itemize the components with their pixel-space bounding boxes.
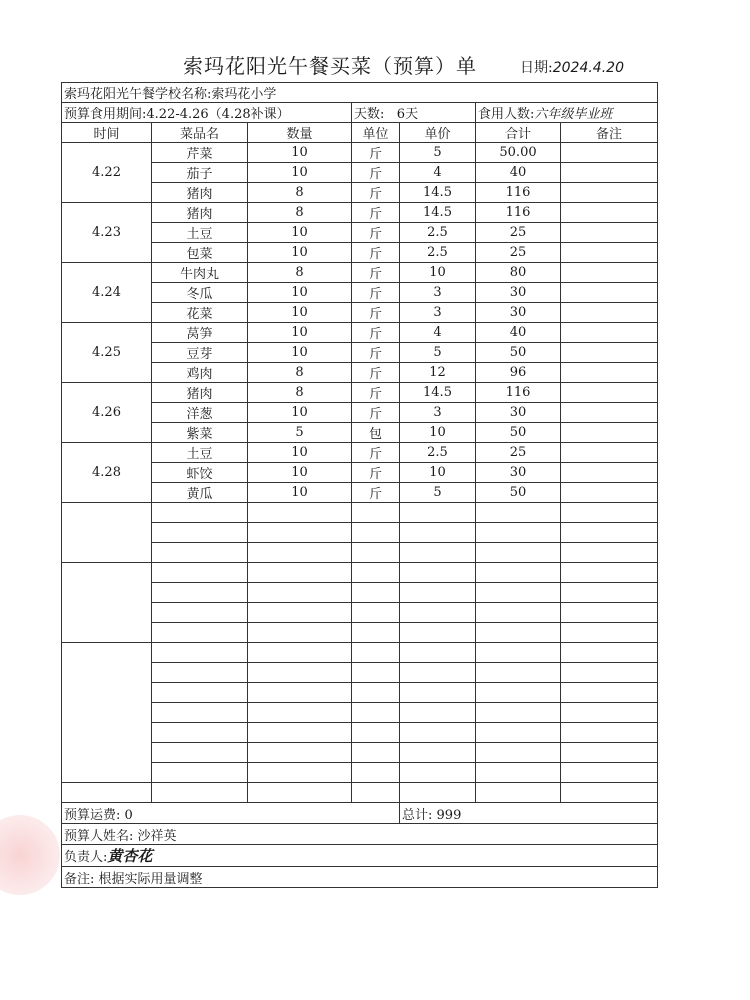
item-unit: 斤	[352, 263, 400, 283]
page-title: 索玛花阳光午餐买菜（预算）单	[183, 54, 477, 78]
empty-cell	[152, 703, 248, 723]
day-date: 4.25	[62, 323, 152, 383]
item-total: 80	[476, 263, 561, 283]
freight-value: 0	[124, 807, 133, 823]
empty-row	[62, 743, 658, 763]
item-remark	[561, 443, 658, 463]
item-remark	[561, 143, 658, 163]
item-unit: 斤	[352, 303, 400, 323]
empty-cell	[352, 723, 400, 743]
freight-row	[62, 803, 658, 824]
empty-time-cell	[62, 563, 152, 643]
item-price: 14.5	[400, 183, 476, 203]
item-price: 10	[400, 463, 476, 483]
item-unit: 斤	[352, 403, 400, 423]
empty-cell	[476, 683, 561, 703]
empty-cell	[248, 523, 352, 543]
item-qty: 10	[248, 283, 352, 303]
item-remark	[561, 263, 658, 283]
item-qty: 10	[248, 403, 352, 423]
note-cell	[62, 867, 658, 888]
freight-label: 预算运费:	[64, 807, 121, 823]
item-name: 花菜	[152, 303, 248, 323]
day-date: 4.22	[62, 143, 152, 203]
item-unit: 斤	[352, 223, 400, 243]
table-row	[62, 483, 658, 503]
empty-cell	[476, 603, 561, 623]
item-total: 25	[476, 243, 561, 263]
day-date: 4.23	[62, 203, 152, 263]
empty-cell	[152, 543, 248, 563]
table-row	[62, 263, 658, 283]
header-qty: 数量	[248, 123, 352, 143]
empty-cell	[561, 543, 658, 563]
empty-cell	[476, 523, 561, 543]
table-row	[62, 383, 658, 403]
item-total: 50	[476, 423, 561, 443]
period-row	[62, 103, 658, 123]
purchase-table	[61, 82, 658, 888]
empty-cell	[248, 643, 352, 663]
empty-cell	[152, 503, 248, 523]
item-qty: 10	[248, 463, 352, 483]
item-name: 鸡肉	[152, 363, 248, 383]
empty-row	[62, 663, 658, 683]
item-unit: 斤	[352, 143, 400, 163]
item-name: 牛肉丸	[152, 263, 248, 283]
item-price: 5	[400, 483, 476, 503]
item-total: 116	[476, 183, 561, 203]
item-remark	[561, 223, 658, 243]
budgeter-cell	[62, 824, 658, 845]
item-unit: 斤	[352, 443, 400, 463]
note-label: 备注:	[64, 871, 95, 887]
item-unit: 斤	[352, 163, 400, 183]
empty-cell	[352, 583, 400, 603]
empty-cell	[476, 583, 561, 603]
empty-cell	[561, 783, 658, 803]
date-label: 日期:	[520, 60, 553, 76]
item-remark	[561, 323, 658, 343]
total-label: 总计:	[402, 807, 433, 823]
table-row	[62, 163, 658, 183]
item-name: 黄瓜	[152, 483, 248, 503]
empty-cell	[352, 503, 400, 523]
empty-time-cell	[62, 503, 152, 563]
table-row	[62, 203, 658, 223]
empty-row	[62, 583, 658, 603]
item-price: 5	[400, 343, 476, 363]
item-total: 40	[476, 163, 561, 183]
empty-cell	[400, 523, 476, 543]
item-remark	[561, 203, 658, 223]
empty-cell	[152, 623, 248, 643]
item-qty: 10	[248, 223, 352, 243]
header-dish: 菜品名	[152, 123, 248, 143]
people-label: 食用人数:	[478, 107, 535, 122]
empty-row	[62, 623, 658, 643]
empty-cell	[476, 783, 561, 803]
item-name: 紫菜	[152, 423, 248, 443]
table-row	[62, 323, 658, 343]
empty-cell	[476, 643, 561, 663]
empty-cell	[561, 623, 658, 643]
total-cell	[400, 803, 658, 824]
item-unit: 斤	[352, 183, 400, 203]
item-name: 芹菜	[152, 143, 248, 163]
item-qty: 10	[248, 243, 352, 263]
table-row	[62, 303, 658, 323]
empty-cell	[248, 683, 352, 703]
item-name: 土豆	[152, 443, 248, 463]
empty-cell	[400, 623, 476, 643]
table-row	[62, 343, 658, 363]
item-price: 12	[400, 363, 476, 383]
empty-row	[62, 543, 658, 563]
empty-cell	[400, 583, 476, 603]
item-price: 5	[400, 143, 476, 163]
empty-cell	[352, 603, 400, 623]
total-value: 999	[436, 807, 462, 823]
empty-cell	[248, 543, 352, 563]
empty-cell	[248, 663, 352, 683]
item-qty: 8	[248, 263, 352, 283]
item-qty: 8	[248, 183, 352, 203]
empty-cell	[248, 583, 352, 603]
red-stamp-mark	[0, 815, 60, 895]
item-total: 116	[476, 383, 561, 403]
item-total: 96	[476, 363, 561, 383]
item-qty: 10	[248, 143, 352, 163]
note-value: 根据实际用量调整	[98, 871, 203, 887]
date-field	[520, 57, 624, 77]
empty-cell	[248, 703, 352, 723]
item-qty: 10	[248, 343, 352, 363]
empty-cell	[476, 623, 561, 643]
empty-cell	[352, 683, 400, 703]
item-qty: 10	[248, 303, 352, 323]
item-name: 虾饺	[152, 463, 248, 483]
item-remark	[561, 163, 658, 183]
days-label: 天数:	[354, 107, 385, 122]
day-date: 4.24	[62, 263, 152, 323]
empty-cell	[152, 763, 248, 783]
item-qty: 8	[248, 203, 352, 223]
empty-cell	[400, 603, 476, 623]
header-row	[62, 123, 658, 143]
item-unit: 斤	[352, 323, 400, 343]
empty-cell	[561, 503, 658, 523]
table-row	[62, 283, 658, 303]
people-value: 六年级毕业班	[534, 107, 613, 122]
empty-cell	[561, 663, 658, 683]
item-remark	[561, 303, 658, 323]
empty-cell	[152, 723, 248, 743]
empty-cell	[400, 643, 476, 663]
item-price: 2.5	[400, 223, 476, 243]
day-date: 4.26	[62, 383, 152, 443]
empty-cell	[152, 523, 248, 543]
item-price: 2.5	[400, 243, 476, 263]
item-unit: 斤	[352, 383, 400, 403]
header-unit: 单位	[352, 123, 400, 143]
item-total: 50	[476, 343, 561, 363]
empty-cell	[561, 583, 658, 603]
table-row	[62, 143, 658, 163]
table-row	[62, 463, 658, 483]
item-total: 25	[476, 223, 561, 243]
empty-cell	[400, 763, 476, 783]
item-price: 4	[400, 323, 476, 343]
item-unit: 包	[352, 423, 400, 443]
header-total: 合计	[476, 123, 561, 143]
item-qty: 10	[248, 323, 352, 343]
item-name: 冬瓜	[152, 283, 248, 303]
item-remark	[561, 383, 658, 403]
empty-cell	[400, 743, 476, 763]
item-price: 10	[400, 263, 476, 283]
empty-cell	[400, 663, 476, 683]
empty-cell	[400, 543, 476, 563]
item-remark	[561, 183, 658, 203]
note-row	[62, 867, 658, 888]
empty-cell	[400, 683, 476, 703]
item-total: 30	[476, 283, 561, 303]
school-row	[62, 83, 658, 103]
table-row	[62, 403, 658, 423]
item-unit: 斤	[352, 203, 400, 223]
manager-cell	[62, 845, 658, 867]
empty-cell	[476, 563, 561, 583]
budgeter-label: 预算人姓名:	[64, 828, 134, 844]
item-unit: 斤	[352, 343, 400, 363]
item-qty: 10	[248, 443, 352, 463]
item-remark	[561, 283, 658, 303]
empty-row	[62, 723, 658, 743]
table-row	[62, 423, 658, 443]
empty-row	[62, 683, 658, 703]
empty-cell	[561, 523, 658, 543]
manager-label: 负责人:	[64, 850, 108, 865]
empty-cell	[400, 563, 476, 583]
empty-cell	[152, 683, 248, 703]
empty-cell	[248, 783, 352, 803]
item-qty: 8	[248, 383, 352, 403]
freight-cell	[62, 803, 400, 824]
item-price: 3	[400, 283, 476, 303]
empty-cell	[248, 563, 352, 583]
empty-cell	[152, 643, 248, 663]
empty-cell	[476, 663, 561, 683]
empty-cell	[400, 723, 476, 743]
table-row	[62, 183, 658, 203]
empty-cell	[561, 643, 658, 663]
empty-cell	[152, 563, 248, 583]
empty-cell	[561, 603, 658, 623]
date-value: 2024.4.20	[552, 60, 624, 76]
empty-cell	[352, 563, 400, 583]
empty-cell	[352, 623, 400, 643]
item-name: 包菜	[152, 243, 248, 263]
empty-row	[62, 523, 658, 543]
empty-cell	[561, 763, 658, 783]
school-label: 索玛花阳光午餐学校名称:	[64, 87, 212, 102]
day-date: 4.28	[62, 443, 152, 503]
empty-row	[62, 503, 658, 523]
empty-cell	[152, 603, 248, 623]
item-qty: 10	[248, 483, 352, 503]
empty-cell	[352, 783, 400, 803]
days-value: 6天	[396, 107, 419, 122]
empty-cell	[352, 523, 400, 543]
item-remark	[561, 463, 658, 483]
empty-cell	[248, 743, 352, 763]
empty-cell	[352, 543, 400, 563]
budgeter-row	[62, 824, 658, 845]
empty-cell	[152, 743, 248, 763]
item-total: 30	[476, 463, 561, 483]
item-total: 30	[476, 403, 561, 423]
empty-cell	[561, 743, 658, 763]
empty-cell	[352, 703, 400, 723]
empty-cell	[400, 503, 476, 523]
empty-cell	[476, 763, 561, 783]
item-unit: 斤	[352, 483, 400, 503]
item-qty: 8	[248, 363, 352, 383]
item-name: 豆芽	[152, 343, 248, 363]
item-unit: 斤	[352, 363, 400, 383]
empty-cell	[561, 563, 658, 583]
empty-cell	[152, 663, 248, 683]
empty-row	[62, 603, 658, 623]
table-row	[62, 443, 658, 463]
empty-time-cell	[62, 643, 152, 783]
empty-cell	[352, 743, 400, 763]
empty-cell	[561, 723, 658, 743]
item-price: 3	[400, 403, 476, 423]
item-qty: 5	[248, 423, 352, 443]
item-qty: 10	[248, 163, 352, 183]
school-name: 索玛花小学	[211, 87, 277, 102]
item-total: 50.00	[476, 143, 561, 163]
item-unit: 斤	[352, 283, 400, 303]
empty-cell	[400, 703, 476, 723]
table-row	[62, 223, 658, 243]
budgeter-name: 沙祥英	[137, 828, 177, 844]
empty-row	[62, 703, 658, 723]
item-remark	[561, 403, 658, 423]
item-total: 50	[476, 483, 561, 503]
header-remark: 备注	[561, 123, 658, 143]
empty-cell	[476, 743, 561, 763]
empty-cell	[248, 723, 352, 743]
item-total: 40	[476, 323, 561, 343]
manager-row	[62, 845, 658, 867]
empty-cell	[476, 543, 561, 563]
item-name: 茄子	[152, 163, 248, 183]
empty-cell	[352, 663, 400, 683]
empty-cell	[476, 723, 561, 743]
item-remark	[561, 483, 658, 503]
item-name: 猪肉	[152, 203, 248, 223]
item-price: 3	[400, 303, 476, 323]
empty-cell	[248, 603, 352, 623]
item-price: 14.5	[400, 203, 476, 223]
empty-cell	[152, 583, 248, 603]
table-row	[62, 363, 658, 383]
manager-signature: 黄杏花	[107, 847, 153, 865]
item-remark	[561, 363, 658, 383]
item-price: 4	[400, 163, 476, 183]
item-remark	[561, 343, 658, 363]
empty-row	[62, 783, 658, 803]
empty-cell	[248, 503, 352, 523]
item-price: 14.5	[400, 383, 476, 403]
period-label: 预算食用期间:	[64, 107, 147, 122]
empty-row	[62, 643, 658, 663]
period-value: 4.22-4.26（4.28补课）	[146, 107, 290, 122]
header-price: 单价	[400, 123, 476, 143]
item-total: 116	[476, 203, 561, 223]
item-total: 30	[476, 303, 561, 323]
header-time: 时间	[62, 123, 152, 143]
empty-row	[62, 563, 658, 583]
empty-cell	[476, 703, 561, 723]
table-row	[62, 243, 658, 263]
empty-cell	[352, 643, 400, 663]
empty-cell	[248, 623, 352, 643]
empty-row	[62, 763, 658, 783]
empty-cell	[152, 783, 248, 803]
item-name: 莴笋	[152, 323, 248, 343]
empty-cell	[248, 763, 352, 783]
item-unit: 斤	[352, 243, 400, 263]
item-price: 10	[400, 423, 476, 443]
item-name: 土豆	[152, 223, 248, 243]
empty-cell	[352, 763, 400, 783]
item-remark	[561, 423, 658, 443]
empty-time-cell	[62, 783, 152, 803]
item-price: 2.5	[400, 443, 476, 463]
item-unit: 斤	[352, 463, 400, 483]
empty-cell	[561, 683, 658, 703]
item-remark	[561, 243, 658, 263]
empty-cell	[476, 503, 561, 523]
empty-cell	[400, 783, 476, 803]
item-name: 猪肉	[152, 183, 248, 203]
item-name: 洋葱	[152, 403, 248, 423]
item-total: 25	[476, 443, 561, 463]
item-name: 猪肉	[152, 383, 248, 403]
empty-cell	[561, 703, 658, 723]
